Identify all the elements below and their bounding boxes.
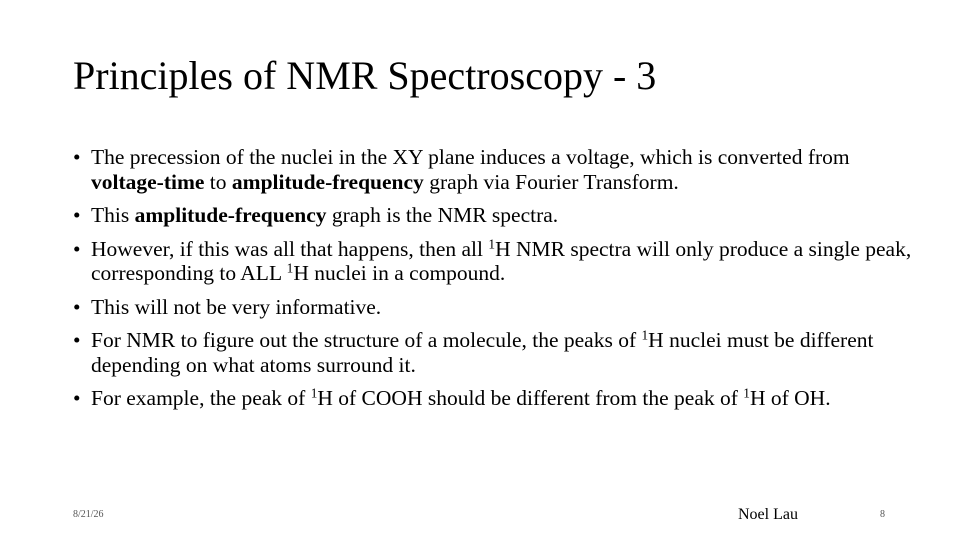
bullet-text: H of OH. <box>749 386 831 410</box>
bullet-text: to <box>204 169 232 194</box>
bullet-list <box>73 145 913 420</box>
bullet-item <box>73 203 913 228</box>
bold-text: voltage-time <box>91 169 205 194</box>
superscript: 1 <box>488 236 496 252</box>
bullet-text: This will not be very informative. <box>91 294 382 319</box>
bullet-text: graph via Fourier Transform. <box>423 169 679 194</box>
footer-date: 8/21/26 <box>73 509 104 520</box>
bold-text: amplitude-frequency <box>134 203 327 227</box>
superscript: 1 <box>310 385 318 401</box>
bullet-text: The precession of the nuclei in the XY plane induces a voltage, which is converted from <box>91 145 850 169</box>
bullet-text: H NMR spectra will only produce a single peak, corresponding to ALL <box>91 236 912 285</box>
bullet-text: H nuclei in a compound. <box>293 261 506 285</box>
bold-text: amplitude-frequency <box>231 169 424 194</box>
bullet-item <box>73 145 913 194</box>
slide-number: 8 <box>880 509 885 520</box>
bullet-text: This <box>91 203 135 227</box>
slide-title: Principles of NMR Spectroscopy - 3 <box>73 53 657 98</box>
bullet-text: H nuclei must be different depending on what atoms surround it. <box>91 328 874 377</box>
bullet-item <box>73 237 913 286</box>
bullet-text: However, if this was all that happens, then all <box>91 236 489 261</box>
bullet-text: For NMR to figure out the structure of a molecule, the peaks of <box>91 328 642 352</box>
bullet-text: H of COOH should be different from the peak of <box>317 386 744 410</box>
bullet-item <box>73 328 913 377</box>
bullet-text: graph is the NMR spectra. <box>326 203 559 227</box>
bullet-item <box>73 386 913 411</box>
bullet-text: For example, the peak of <box>91 386 311 410</box>
bullet-item <box>73 295 913 320</box>
superscript: 1 <box>641 327 649 343</box>
footer-author: Noel Lau <box>738 506 798 523</box>
superscript: 1 <box>286 260 294 276</box>
superscript: 1 <box>743 385 750 401</box>
